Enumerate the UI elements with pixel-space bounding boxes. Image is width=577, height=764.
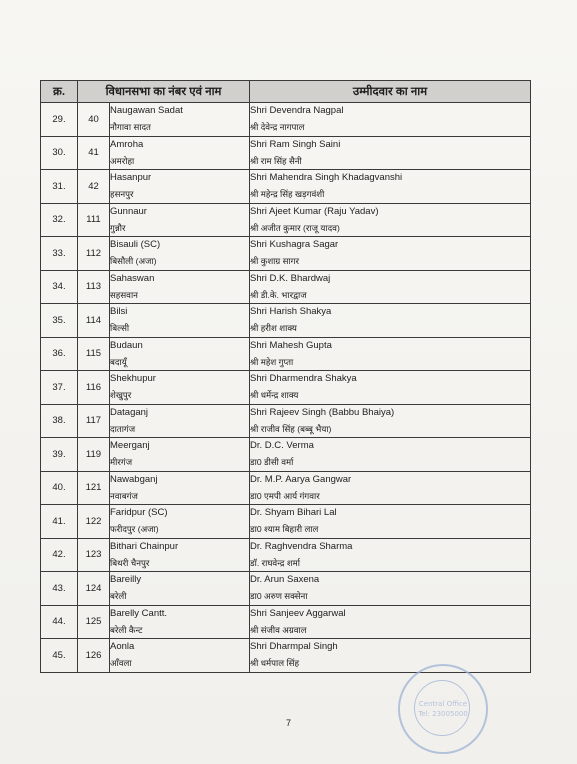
constituency-name-cell: [110, 304, 250, 338]
constituency-name-cell: [110, 438, 250, 472]
table-row: [41, 438, 531, 472]
table-row: [41, 270, 531, 304]
candidate-name-hindi: डॉ. राघवेन्द्र शर्मा: [250, 557, 301, 568]
candidate-name-hindi: श्री राम सिंह सैनी: [250, 155, 302, 166]
candidate-name-cell: [250, 304, 531, 338]
constituency-number: 122: [78, 505, 110, 539]
serial-number: 44.: [41, 605, 78, 639]
constituency-name-cell: [110, 572, 250, 606]
constituency-name-cell: [110, 136, 250, 170]
candidate-name-hindi: डा0 डीसी वर्मा: [250, 457, 294, 468]
candidate-name-cell: [250, 471, 531, 505]
candidate-name-english: Dr. Raghvendra Sharma: [250, 540, 353, 552]
candidate-name-cell: [250, 203, 531, 237]
constituency-name-hindi: बरेली: [110, 591, 127, 602]
constituency-number: 125: [78, 605, 110, 639]
candidate-name-english: Shri Mahesh Gupta: [250, 339, 332, 351]
table-row: [41, 203, 531, 237]
header-candidate: उम्मीदवार का नाम: [250, 81, 531, 103]
constituency-name-hindi: नौगावा सादत: [110, 122, 151, 133]
constituency-name-hindi: बिथरी चैनपुर: [110, 557, 150, 568]
constituency-name-hindi: सहसवान: [110, 289, 138, 300]
serial-number: 36.: [41, 337, 78, 371]
candidate-name-cell: [250, 572, 531, 606]
candidate-table: [40, 80, 531, 673]
table-row: [41, 505, 531, 539]
serial-number: 31.: [41, 170, 78, 204]
constituency-name-hindi: बिसौली (अजा): [110, 256, 157, 267]
constituency-name-english: Sahaswan: [110, 272, 155, 284]
constituency-name-cell: [110, 605, 250, 639]
table-row: [41, 304, 531, 338]
serial-number: 35.: [41, 304, 78, 338]
candidate-name-hindi: डा0 श्याम बिहारी लाल: [250, 524, 319, 535]
serial-number: 34.: [41, 270, 78, 304]
candidate-name-english: Shri Kushagra Sagar: [250, 239, 339, 251]
constituency-name-hindi: दातागंज: [110, 423, 136, 434]
candidate-name-english: Shri Mahendra Singh Khadagvanshi: [250, 172, 403, 184]
constituency-name-cell: [110, 471, 250, 505]
constituency-name-cell: [110, 404, 250, 438]
candidate-name-english: Shri Ram Singh Saini: [250, 138, 341, 150]
constituency-name-hindi: बरेली कैन्ट: [110, 624, 143, 635]
constituency-name-cell: [110, 505, 250, 539]
candidate-name-english: Shri Rajeev Singh (Babbu Bhaiya): [250, 406, 395, 418]
constituency-name-english: Nawabganj: [110, 473, 158, 485]
candidate-name-cell: [250, 639, 531, 673]
constituency-name-english: Dataganj: [110, 406, 149, 418]
candidate-name-hindi: डा0 अरुण सक्सेना: [250, 591, 308, 602]
header-constituency: विधानसभा का नंबर एवं नाम: [78, 81, 250, 103]
constituency-number: 119: [78, 438, 110, 472]
candidate-name-cell: [250, 505, 531, 539]
candidate-name-cell: [250, 103, 531, 137]
page-number: 7: [285, 718, 291, 728]
table-row: [41, 136, 531, 170]
constituency-name-cell: [110, 639, 250, 673]
candidate-name-hindi: श्री संजीव अग्रवाल: [250, 624, 307, 635]
candidate-name-hindi: श्री डी.के. भारद्वाज: [250, 289, 307, 300]
candidate-name-cell: [250, 170, 531, 204]
table-header-row: [41, 81, 531, 103]
constituency-name-hindi: नवाबगंज: [110, 490, 138, 501]
constituency-name-english: Bisauli (SC): [110, 239, 161, 251]
candidate-name-hindi: श्री हरीश शाक्य: [250, 323, 297, 334]
constituency-name-cell: [110, 170, 250, 204]
serial-number: 42.: [41, 538, 78, 572]
constituency-name-english: Faridpur (SC): [110, 507, 168, 519]
candidate-name-english: Shri Sanjeev Aggarwal: [250, 607, 346, 619]
constituency-name-english: Shekhupur: [110, 373, 156, 385]
header-serial: क्र.: [41, 81, 78, 103]
constituency-number: 113: [78, 270, 110, 304]
table-row: [41, 103, 531, 137]
constituency-name-hindi: बदायूँ: [110, 356, 127, 367]
constituency-name-english: Aonla: [110, 641, 135, 653]
office-stamp-seal: [398, 664, 488, 754]
constituency-name-hindi: फरीदपुर (अजा): [110, 524, 159, 535]
candidate-name-hindi: श्री अजीत कुमार (राजू यादव): [250, 222, 340, 233]
constituency-number: 40: [78, 103, 110, 137]
constituency-name-english: Naugawan Sadat: [110, 105, 183, 117]
constituency-name-hindi: शेखुपुर: [110, 390, 132, 401]
candidate-name-hindi: श्री महेश गुप्ता: [250, 356, 294, 367]
candidate-name-cell: [250, 538, 531, 572]
candidate-name-english: Dr. Shyam Bihari Lal: [250, 507, 337, 519]
table-row: [41, 471, 531, 505]
serial-number: 29.: [41, 103, 78, 137]
candidate-name-english: Shri Ajeet Kumar (Raju Yadav): [250, 205, 379, 217]
serial-number: 43.: [41, 572, 78, 606]
constituency-number: 117: [78, 404, 110, 438]
candidate-name-cell: [250, 605, 531, 639]
serial-number: 33.: [41, 237, 78, 271]
constituency-name-english: Gunnaur: [110, 205, 147, 217]
constituency-name-cell: [110, 337, 250, 371]
stamp-line-1: Central Office: [418, 700, 468, 708]
serial-number: 37.: [41, 371, 78, 405]
candidate-name-hindi: श्री कुशाग्र सागर: [250, 256, 300, 267]
candidate-name-english: Dr. M.P. Aarya Gangwar: [250, 473, 352, 485]
constituency-name-english: Budaun: [110, 339, 143, 351]
constituency-number: 116: [78, 371, 110, 405]
candidate-name-english: Dr. D.C. Verma: [250, 440, 314, 452]
constituency-name-hindi: मीरगंज: [110, 457, 133, 468]
table-row: [41, 572, 531, 606]
stamp-line-2: Tel: 23005000: [418, 710, 468, 718]
constituency-name-english: Meerganj: [110, 440, 150, 452]
serial-number: 40.: [41, 471, 78, 505]
constituency-number: 112: [78, 237, 110, 271]
serial-number: 38.: [41, 404, 78, 438]
candidate-name-cell: [250, 270, 531, 304]
constituency-name-hindi: आँवला: [110, 658, 132, 669]
candidate-name-cell: [250, 237, 531, 271]
constituency-name-english: Bilsi: [110, 306, 128, 318]
candidate-name-english: Shri D.K. Bhardwaj: [250, 272, 331, 284]
candidate-name-cell: [250, 438, 531, 472]
table-row: [41, 237, 531, 271]
constituency-number: 42: [78, 170, 110, 204]
table-row: [41, 371, 531, 405]
serial-number: 32.: [41, 203, 78, 237]
candidate-name-english: Shri Dharmendra Shakya: [250, 373, 357, 385]
constituency-number: 114: [78, 304, 110, 338]
table-row: [41, 170, 531, 204]
table-row: [41, 404, 531, 438]
candidate-name-cell: [250, 371, 531, 405]
candidate-name-hindi: श्री देवेन्द्र नागपाल: [250, 122, 305, 133]
candidate-name-hindi: श्री धर्मपाल सिंह: [250, 658, 300, 669]
constituency-name-cell: [110, 371, 250, 405]
constituency-name-english: Hasanpur: [110, 172, 152, 184]
constituency-name-hindi: हसनपुर: [110, 189, 134, 200]
candidate-name-english: Dr. Arun Saxena: [250, 574, 320, 586]
table-row: [41, 337, 531, 371]
constituency-name-cell: [110, 203, 250, 237]
constituency-number: 124: [78, 572, 110, 606]
candidate-name-cell: [250, 404, 531, 438]
constituency-name-hindi: गुन्नौर: [110, 222, 126, 233]
constituency-name-hindi: बिल्सी: [110, 323, 130, 334]
constituency-name-cell: [110, 237, 250, 271]
constituency-number: 115: [78, 337, 110, 371]
constituency-name-english: Bithari Chainpur: [110, 540, 179, 552]
candidate-name-cell: [250, 136, 531, 170]
candidate-name-english: Shri Devendra Nagpal: [250, 105, 344, 117]
constituency-number: 123: [78, 538, 110, 572]
constituency-name-cell: [110, 270, 250, 304]
serial-number: 41.: [41, 505, 78, 539]
candidate-name-english: Shri Harish Shakya: [250, 306, 332, 318]
constituency-name-cell: [110, 538, 250, 572]
constituency-number: 41: [78, 136, 110, 170]
candidate-name-english: Shri Dharmpal Singh: [250, 641, 338, 653]
serial-number: 30.: [41, 136, 78, 170]
constituency-name-english: Bareilly: [110, 574, 142, 586]
constituency-number: 111: [78, 203, 110, 237]
candidate-name-cell: [250, 337, 531, 371]
candidate-name-hindi: श्री राजीव सिंह (बब्बू भैया): [250, 423, 332, 434]
table-row: [41, 605, 531, 639]
constituency-number: 121: [78, 471, 110, 505]
serial-number: 39.: [41, 438, 78, 472]
constituency-name-hindi: अमरोहा: [110, 155, 135, 166]
constituency-number: 126: [78, 639, 110, 673]
table-row: [41, 538, 531, 572]
candidate-name-hindi: श्री धर्मेन्द्र शाक्य: [250, 390, 299, 401]
serial-number: 45.: [41, 639, 78, 673]
constituency-name-english: Amroha: [110, 138, 144, 150]
constituency-name-cell: [110, 103, 250, 137]
constituency-name-english: Barelly Cantt.: [110, 607, 168, 619]
candidate-name-hindi: डा0 एमपी आर्य गंगवार: [250, 490, 320, 501]
candidate-name-hindi: श्री महेन्द्र सिंह खड़गवंशी: [250, 189, 325, 200]
